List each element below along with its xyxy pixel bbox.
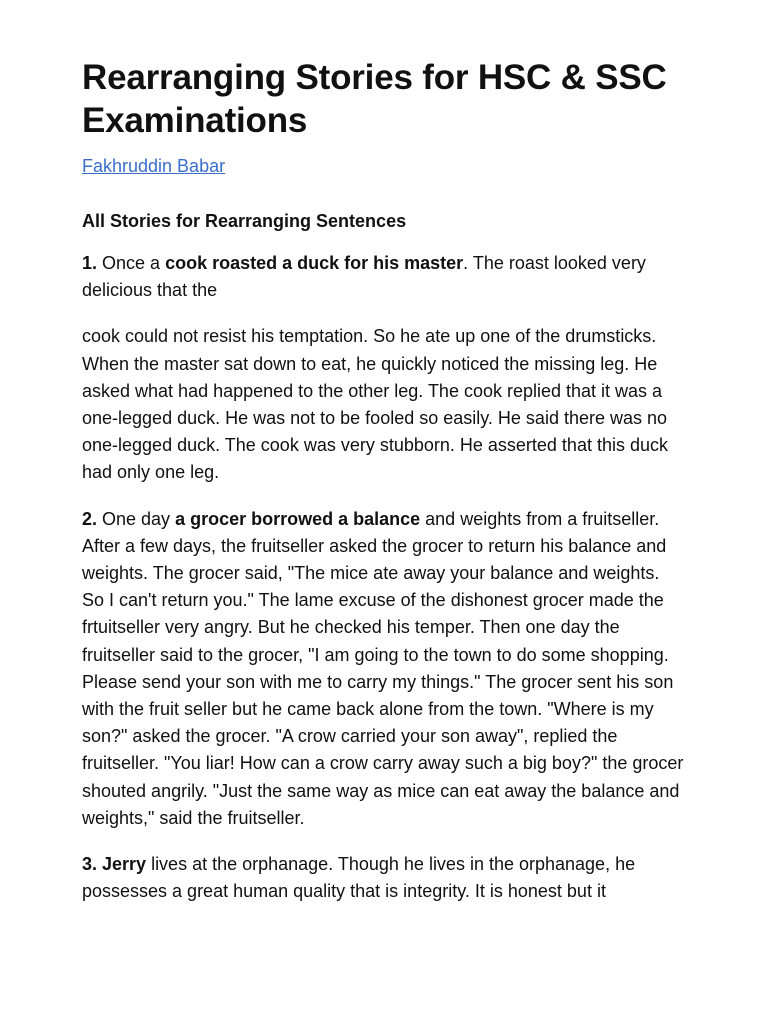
story-1-paragraph-b: cook could not resist his temptation. So he ate up one of the drumsticks. When the master sat down to eat, he quickly noticed the missing leg. He asked what had happened to the other leg. The cook replied that it was a one-legged duck. He was not to be fooled so easily. He said there was no one-legged duck. The cook was very stubborn. He asserted that this duck had only one leg. [82, 326, 668, 483]
story-1-text-pre: Once a [97, 253, 166, 273]
story-3-highlight: Jerry [97, 854, 147, 875]
story-1-text-post: . The roast looked very delicious that the [82, 253, 646, 301]
section-heading: All Stories for Rearranging Sentences [82, 211, 407, 231]
page-title: Rearranging Stories for HSC & SSC Examinations [82, 58, 667, 140]
story-1-number: 1. [82, 253, 98, 273]
author-link[interactable]: Fakhruddin Babar [82, 156, 226, 176]
story-3-number: 3. [82, 854, 98, 875]
story-2-highlight: a grocer borrowed a balance [175, 508, 421, 529]
story-2-number: 2. [82, 508, 98, 529]
story-2-paragraph [82, 506, 686, 832]
story-2-text-pre: One day [97, 508, 176, 529]
story-3-text-post: lives at the orphanage. Though he lives in the orphanage, he possesses a great human quality that is integrity. It is honest but it [82, 854, 636, 902]
story-1-paragraph-a [82, 250, 686, 304]
story-3-paragraph [82, 851, 686, 905]
story-1-highlight: cook roasted a duck for his master [165, 253, 464, 273]
story-2-text-post: and weights from a fruitseller. After a few days, the fruitseller asked the grocer to return his balance and weights. The grocer said, "The mice ate away your balance and weights. So I can't return you." The lame excuse of the dishonest grocer made the frtuitseller very angry. But he checked his temper. Then one day the fruitseller said to the grocer, "I am going to the town to do some shopping. Please send your son with me to carry my things." The grocer sent his son with the fruit seller but he came back alone from the town. "Where is my son?" asked the grocer. "A crow carried your son away", replied the fruitseller. "You liar! How can a crow carry away such a big boy?" the grocer shouted angrily. "Just the same way as mice can eat away the balance and weights," said the fruitseller. [82, 508, 684, 828]
